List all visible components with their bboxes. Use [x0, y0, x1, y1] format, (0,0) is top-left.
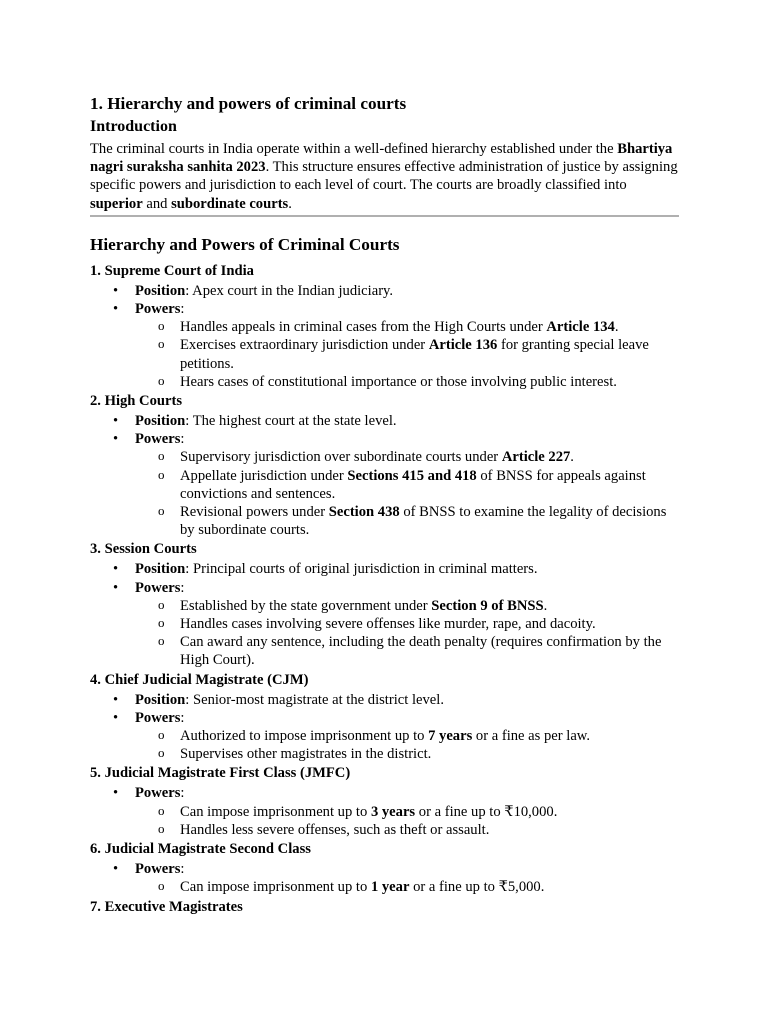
powers-list: [135, 727, 679, 763]
powers-item: [135, 430, 679, 539]
court-title: 2. High Courts: [90, 393, 183, 410]
power-text: Hears cases of constitutional importance or those involving public interest.: [180, 373, 617, 390]
power-bold-text: Article 227: [501, 449, 571, 466]
powers-label: Powers: [135, 785, 181, 802]
powers-label: Powers: [135, 579, 181, 596]
position-item: [135, 560, 679, 578]
court-section-supreme-court: [90, 261, 679, 391]
intro-text: The criminal courts in India operate within a well-defined hierarchy established under the: [90, 141, 618, 157]
horizontal-divider: [90, 215, 679, 217]
powers-item: [135, 709, 679, 764]
power-text: Exercises extraordinary jurisdiction under: [180, 337, 429, 354]
intro-bold-text: superior: [90, 195, 143, 212]
court-details-list: [90, 412, 679, 539]
power-text: or a fine up to ₹10,000.: [415, 803, 558, 820]
court-details-list: [90, 784, 679, 839]
court-section-executive-magistrates: [90, 897, 679, 917]
power-text: Can award any sentence, including the death penalty (requires confirmation by the High Court).: [180, 634, 662, 669]
power-bold-text: Article 134: [546, 319, 615, 336]
position-text: : Senior-most magistrate at the district level.: [185, 691, 444, 708]
power-text: Handles appeals in criminal cases from the High Courts under: [180, 319, 547, 336]
powers-colon: :: [180, 431, 185, 448]
powers-list: [135, 597, 679, 670]
powers-colon: :: [180, 709, 185, 726]
powers-item: [135, 579, 679, 670]
power-text: Can impose imprisonment up to: [180, 879, 371, 896]
power-item: [180, 633, 679, 669]
court-details-list: [90, 860, 679, 896]
powers-label: Powers: [135, 431, 181, 448]
court-title: 5. Judicial Magistrate First Class (JMFC): [90, 765, 351, 782]
power-bold-text: 7 years: [428, 728, 473, 745]
court-section-chief-judicial-magistrate: [90, 670, 679, 764]
power-text: Appellate jurisdiction under: [180, 467, 348, 484]
power-item: [180, 597, 679, 615]
power-bold-text: Sections 415 and 418: [347, 467, 477, 484]
court-title: 1. Supreme Court of India: [90, 262, 254, 279]
intro-text: . This structure ensures effective administration of justice by assigning specific powers and jurisdiction to each level of court. The courts are broadly classified into: [90, 159, 678, 194]
powers-colon: :: [180, 301, 185, 318]
power-text: Supervises other magistrates in the district.: [180, 746, 432, 763]
position-item: [135, 282, 679, 300]
position-text: : Apex court in the Indian judiciary.: [185, 282, 394, 299]
power-item: [180, 336, 679, 372]
power-text: of BNSS to examine the legality of decisions by subordinate courts.: [180, 504, 667, 539]
power-bold-text: Section 438: [328, 504, 400, 521]
introduction-heading: Introduction: [90, 118, 177, 135]
position-label: Position: [135, 561, 186, 578]
powers-label: Powers: [135, 301, 181, 318]
powers-item: [135, 784, 679, 839]
power-item: [180, 373, 679, 391]
position-item: [135, 412, 679, 430]
power-text: Handles cases involving severe offenses like murder, rape, and dacoity.: [180, 616, 596, 633]
power-item: [180, 318, 679, 336]
intro-text: and: [142, 195, 172, 212]
court-details-list: [90, 691, 679, 764]
power-bold-text: Section 9 of BNSS: [431, 597, 544, 614]
power-text: Revisional powers under: [180, 504, 329, 521]
powers-colon: :: [180, 861, 185, 878]
position-label: Position: [135, 282, 186, 299]
power-bold-text: 3 years: [370, 803, 416, 820]
powers-list: [135, 318, 679, 391]
court-title: 6. Judicial Magistrate Second Class: [90, 841, 311, 858]
position-text: : The highest court at the state level.: [185, 413, 397, 430]
powers-list: [135, 878, 679, 896]
power-text: Can impose imprisonment up to: [180, 803, 371, 820]
power-bold-text: Article 136: [428, 337, 498, 354]
powers-colon: :: [180, 579, 185, 596]
power-text: Supervisory jurisdiction over subordinate courts under: [180, 449, 502, 466]
powers-item: [135, 860, 679, 896]
intro-bold-text: Bhartiya nagri suraksha sanhita 2023: [90, 141, 673, 176]
court-title: 7. Executive Magistrates: [90, 898, 243, 915]
power-item: [180, 821, 679, 839]
intro-text: .: [288, 195, 292, 212]
document-title: 1. Hierarchy and powers of criminal courts: [90, 94, 407, 113]
introduction-paragraph: [90, 140, 679, 213]
power-text: .: [570, 449, 574, 466]
position-text: : Principal courts of original jurisdiction in criminal matters.: [185, 561, 538, 578]
powers-item: [135, 300, 679, 391]
position-label: Position: [135, 691, 186, 708]
power-item: [180, 503, 679, 539]
power-item: [180, 727, 679, 745]
position-item: [135, 691, 679, 709]
power-text: for granting special leave petitions.: [180, 337, 649, 372]
intro-bold-text: subordinate courts: [171, 195, 289, 212]
power-item: [180, 448, 679, 466]
section-heading: Hierarchy and Powers of Criminal Courts: [90, 234, 400, 254]
powers-list: [135, 448, 679, 539]
court-details-list: [90, 282, 679, 391]
power-bold-text: 1 year: [370, 879, 410, 896]
court-section-high-courts: [90, 391, 679, 539]
power-text: or a fine up to ₹5,000.: [409, 879, 545, 896]
document-body: [90, 92, 679, 917]
power-text: Established by the state government under: [180, 597, 432, 614]
powers-label: Powers: [135, 709, 181, 726]
power-item: [180, 467, 679, 503]
court-section-jm-second-class: [90, 839, 679, 896]
power-text: Handles less severe offenses, such as theft or assault.: [180, 821, 490, 838]
power-item: [180, 745, 679, 763]
power-text: .: [614, 319, 619, 336]
power-item: [180, 803, 679, 821]
court-title: 4. Chief Judicial Magistrate (CJM): [90, 671, 309, 688]
court-details-list: [90, 560, 679, 669]
power-text: Authorized to impose imprisonment up to: [180, 728, 429, 745]
power-text: of BNSS for appeals against convictions and sentences.: [180, 467, 646, 502]
power-text: .: [543, 597, 548, 614]
powers-label: Powers: [135, 861, 181, 878]
position-label: Position: [135, 413, 186, 430]
powers-list: [135, 803, 679, 839]
power-item: [180, 878, 679, 896]
powers-colon: :: [180, 785, 185, 802]
court-section-jmfc: [90, 763, 679, 839]
power-item: [180, 615, 679, 633]
court-title: 3. Session Courts: [90, 541, 197, 558]
power-text: or a fine as per law.: [472, 728, 591, 745]
court-section-session-courts: [90, 539, 679, 669]
